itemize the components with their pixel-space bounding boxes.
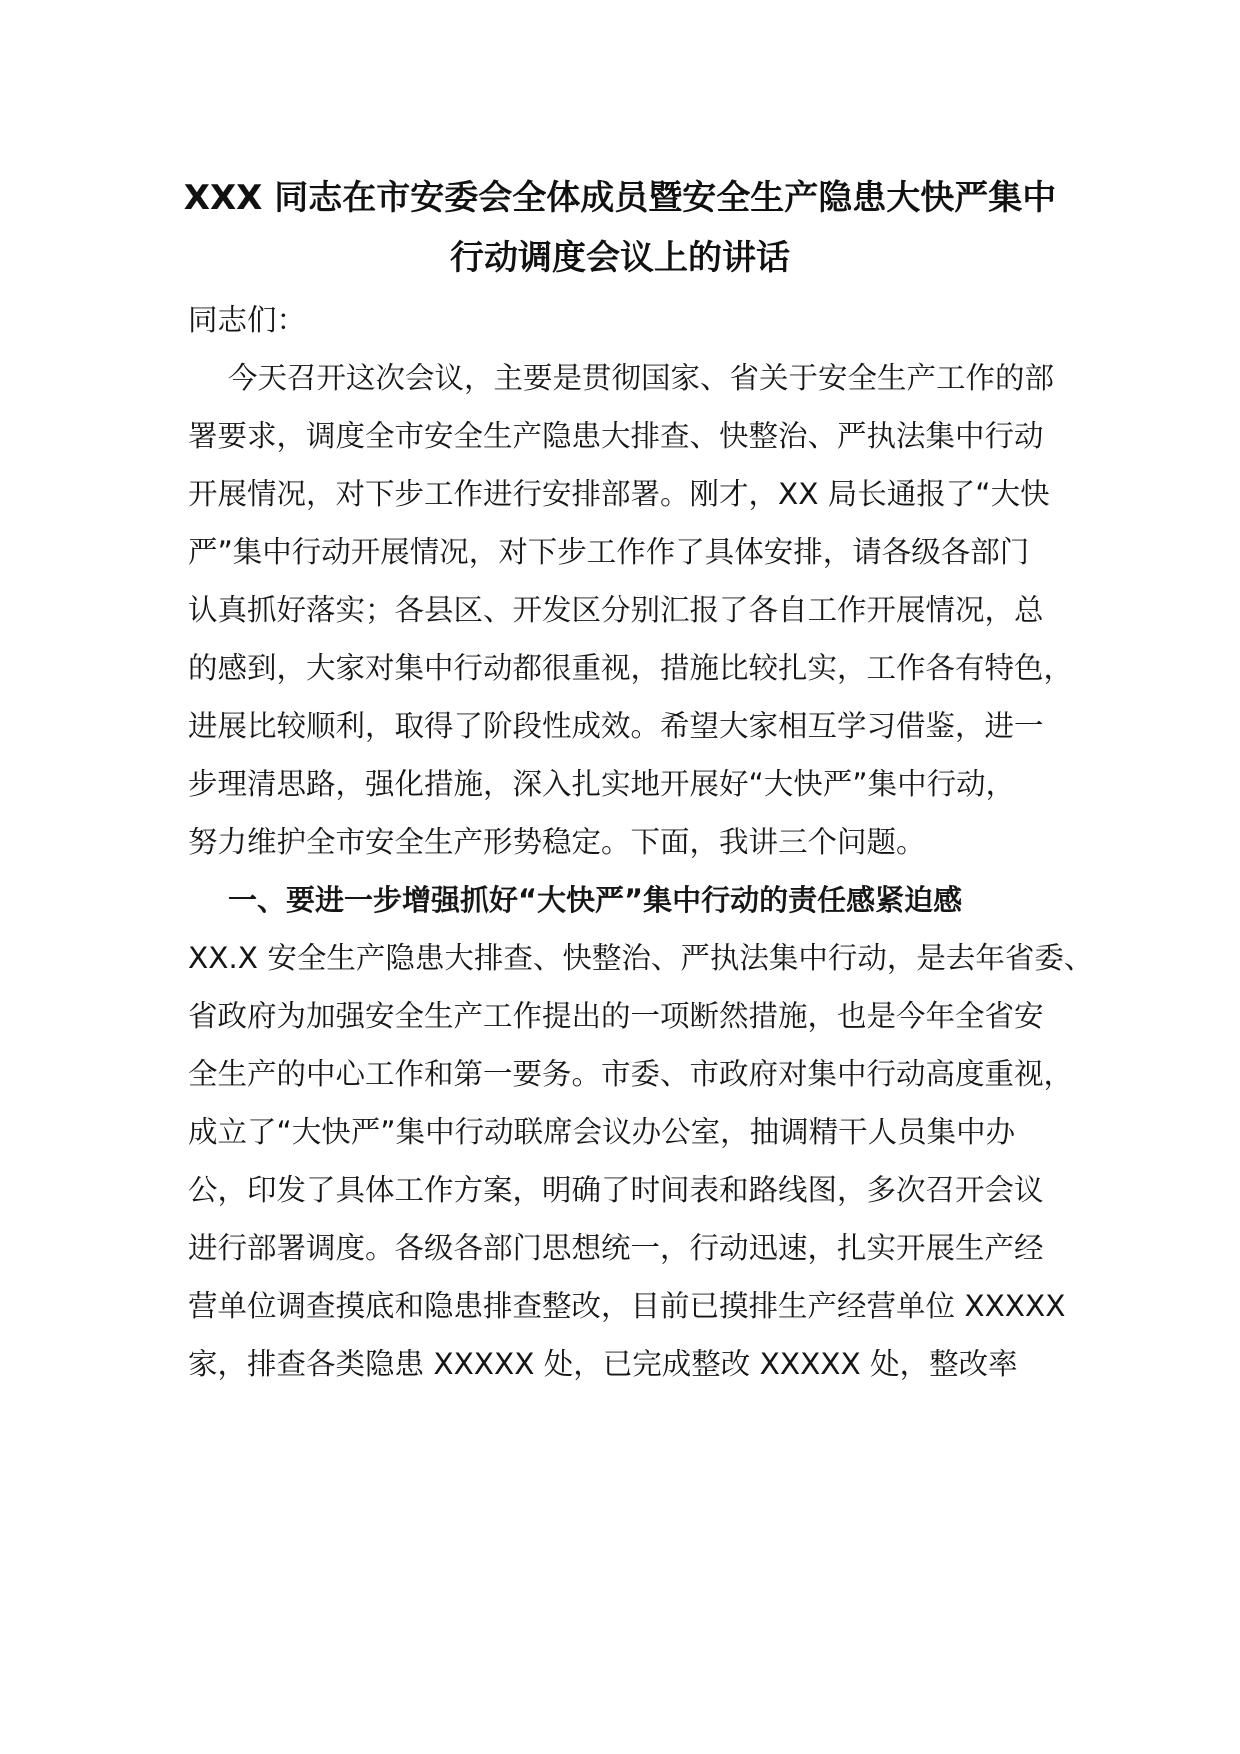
paragraph-1-line-5: 认真抓好落实；各县区、开发区分别汇报了各自工作开展情况，总 [188,593,1044,627]
section-1-heading: 一、要进一步增强抓好“大快严”集中行动的责任感紧迫感 [228,883,963,917]
paragraph-1-line-8: 步理清思路，强化措施，深入扎实地开展好“大快严”集中行动， [188,767,1016,801]
paragraph-1-line-6: 的感到，大家对集中行动都很重视，措施比较扎实，工作各有特色， [188,651,1074,685]
paragraph-1-line-9: 努力维护全市安全生产形势稳定。下面，我讲三个问题。 [188,825,926,859]
paragraph-1-line-2: 署要求，调度全市安全生产隐患大排查、快整治、严执法集中行动 [188,419,1044,453]
document-title-line-2: 行动调度会议上的讲话 [450,238,790,278]
paragraph-1-line-1: 今天召开这次会议，主要是贯彻国家、省关于安全生产工作的部 [228,361,1055,395]
paragraph-1-line-3: 开展情况，对下步工作进行安排部署。刚才，XX 局长通报了“大快 [188,477,1050,511]
paragraph-2-line-5: 公，印发了具体工作方案，明确了时间表和路线图，多次召开会议 [188,1173,1044,1207]
paragraph-2-line-8: 家，排查各类隐患 XXXXX 处，已完成整改 XXXXX 处，整改率 [188,1347,1018,1381]
paragraph-2-line-6: 进行部署调度。各级各部门思想统一，行动迅速，扎实开展生产经 [188,1231,1044,1265]
paragraph-1-line-4: 严”集中行动开展情况，对下步工作作了具体安排，请各级各部门 [188,535,1030,569]
paragraph-1-line-7: 进展比较顺利，取得了阶段性成效。希望大家相互学习借鉴，进一 [188,709,1044,743]
paragraph-2-line-3: 全生产的中心工作和第一要务。市委、市政府对集中行动高度重视， [188,1057,1074,1091]
paragraph-2-line-7: 营单位调查摸底和隐患排查整改，目前已摸排生产经营单位 XXXXX [188,1289,1066,1323]
paragraph-2-line-4: 成立了“大快严”集中行动联席会议办公室，抽调精干人员集中办 [188,1115,1016,1149]
paragraph-2-line-1: XX.X 安全生产隐患大排查、快整治、严执法集中行动，是去年省委、 [188,941,1094,975]
document-title-line-1: XXX 同志在市安委会全体成员暨安全生产隐患大快严集中 [183,178,1057,218]
salutation: 同志们： [188,303,307,337]
paragraph-2-line-2: 省政府为加强安全生产工作提出的一项断然措施，也是今年全省安 [188,999,1044,1033]
